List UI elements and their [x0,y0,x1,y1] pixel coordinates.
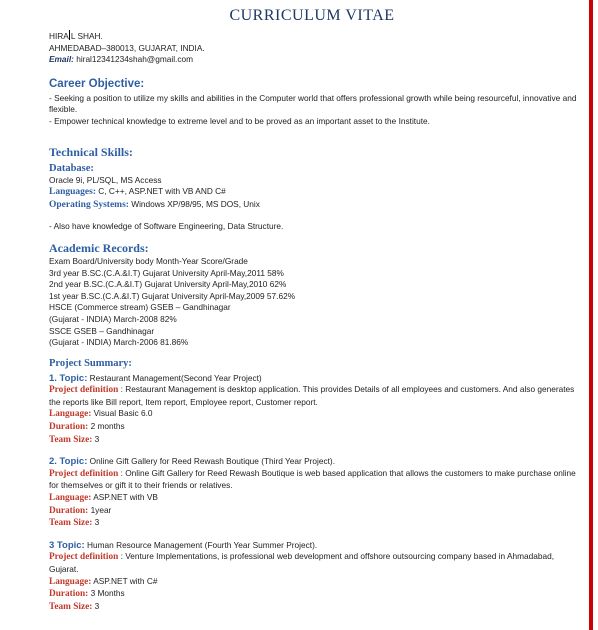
project-duration [49,588,579,601]
languages-line [49,186,579,199]
definition-label: Project definition [49,468,119,479]
name-part-1: HIRA [49,31,69,41]
project-definition [49,468,579,492]
document-content [49,6,579,613]
languages-label: Languages: [49,187,96,198]
language-label: Language: [49,493,92,504]
languages-value: C, C++, ASP.NET with VB AND C# [95,186,226,197]
topic-value: Online Gift Gallery for Reed Rewash Boutique (Third Year Project). [87,456,335,467]
project-language [49,576,579,589]
project-team-size [49,434,579,447]
document-title: CURRICULUM VITAE [229,7,395,24]
duration-value: 2 months [88,421,125,432]
also-knowledge: - Also have knowledge of Software Engineering, Data Structure. [49,221,284,232]
topic-label: 1. Topic: [49,372,88,384]
definition-label: Project definition [49,385,119,396]
academic-line: 1st year B.SC.(C.A.&I.T) Gujarat University April-May,2009 57.62% [49,290,296,301]
career-item-1: - Seeking a position to utilize my skills and abilities in the Computer world that offers professional growth while being resourceful, innovative and flexible. [49,92,577,115]
os-value: Windows XP/98/95, MS DOS, Unix [128,198,260,209]
os-line [49,199,579,212]
technical-skills-heading: Technical Skills: [49,144,133,159]
language-label: Language: [49,576,92,587]
project-duration [49,505,579,518]
database-heading: Database: [49,162,94,174]
definition-value: : Online Gift Gallery for Reed Rewash Boutique is web based application that allows the customers to make purchase online for themselves or gift it to their friends or relatives. [49,467,576,491]
academic-line: 2nd year B.SC.(C.A.&I.T) Gujarat University April-May,2010 62% [49,279,287,290]
project-summary-heading: Project Summary: [49,357,132,369]
page-right-border [589,0,593,630]
database-value: Oracle 9i, PL/SQL, MS Access [49,174,162,185]
topic-label: 2. Topic: [49,456,88,468]
contact-name [49,30,579,43]
academic-line: 3rd year B.SC.(C.A.&I.T) Gujarat University April-May,2011 58% [49,267,284,278]
language-value: ASP.NET with VB [91,492,158,503]
academic-line: (Gujarat - INDIA) March-2008 82% [49,313,177,324]
academic-line: SSCE GSEB – Gandhinagar [49,325,155,336]
topic-value: Restaurant Management(Second Year Project) [87,372,262,383]
project-language [49,408,579,421]
topic-label: 3 Topic: [49,539,85,551]
definition-label: Project definition [49,552,119,563]
academic-line: HSCE (Commerce stream) GSEB – Gandhinagar [49,302,231,313]
academic-line: (Gujarat - INDIA) March-2006 81.86% [49,337,189,348]
duration-label: Duration: [49,505,89,516]
contact-email [49,54,579,66]
email-label: Email: [49,54,74,65]
team-size-label: Team Size: [49,601,93,612]
topic-value: Human Resource Management (Fourth Year Summer Project). [84,539,318,550]
team-size-label: Team Size: [49,434,93,445]
name-part-2: L SHAH. [70,31,103,41]
project-definition [49,551,579,575]
team-size-value: 3 [92,433,100,444]
team-size-value: 3 [92,517,100,528]
career-objective-heading: Career Objective: [49,77,145,90]
career-item-2: - Empower technical knowledge to extreme level and to be proved as an important asset to the Institute. [49,115,430,126]
email-value: hiral12341234shah@gmail.com [76,54,194,65]
academic-records-heading: Academic Records: [49,240,149,255]
team-size-label: Team Size: [49,518,93,529]
duration-label: Duration: [49,422,89,433]
project-team-size [49,601,579,614]
definition-value: : Restaurant Management is desktop application. This provides Details of all employees and customers. And also generates the reports like Bill report, Item report, Employee report, Customer report. [49,384,575,407]
project-definition [49,384,579,408]
contact-address: AHMEDABAD–380013, GUJARAT, INDIA. [49,42,205,53]
duration-value: 3 Months [88,588,125,599]
project-team-size [49,517,579,530]
definition-value: : Venture Implementations, is professional web development and offshore outsourcing company based in Ahmadabad, Gujarat. [49,551,555,574]
language-value: ASP.NET with C# [91,575,158,586]
duration-label: Duration: [49,589,89,600]
project-language [49,492,579,505]
project-topic [49,456,579,468]
duration-value: 1year [88,504,112,515]
os-label: Operating Systems: [49,199,129,210]
academic-line: Exam Board/University body Month-Year Score/Grade [49,255,248,266]
language-value: Visual Basic 6.0 [91,408,153,419]
project-topic [49,373,579,385]
project-duration [49,421,579,434]
project-topic [49,540,579,552]
language-label: Language: [49,409,92,420]
team-size-value: 3 [92,600,100,611]
